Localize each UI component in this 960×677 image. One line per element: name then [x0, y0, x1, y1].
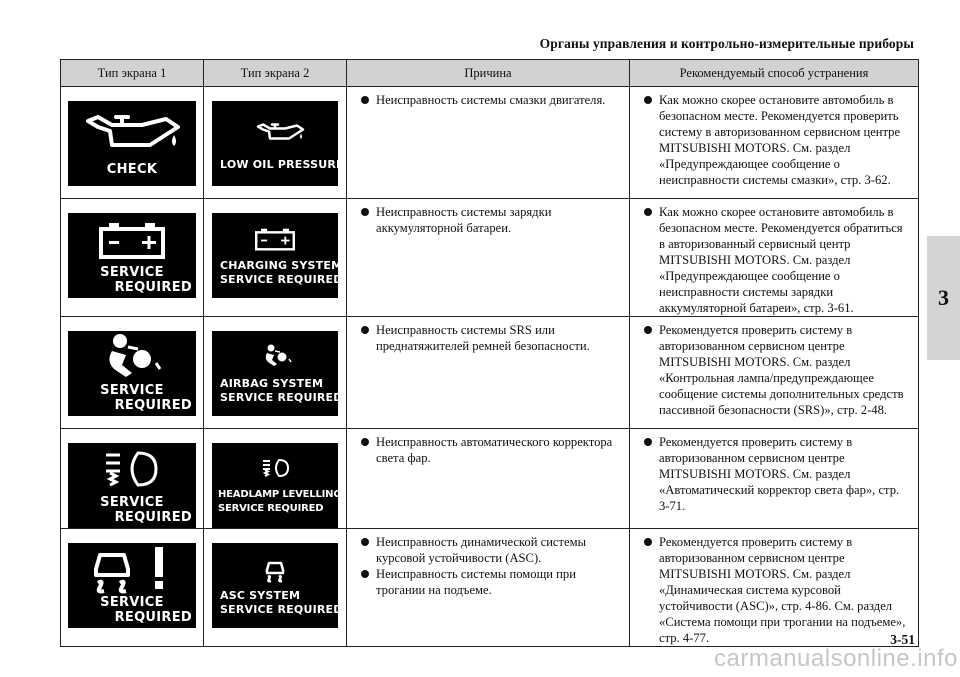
remedy-cell	[630, 429, 919, 529]
screen-label-line-1: SERVICE	[100, 595, 164, 610]
remedy-item: Рекомендуется проверить систему в авторизованном сервисном центре MITSUBISHI MOTORS. См. раздел «Контрольная лампа/предупреждающее сообщение системы дополнительных средств пассивной безопасности (SRS)», стр. 2-48.	[644, 322, 908, 418]
column-header-screen-type-1: Тип экрана 1	[61, 60, 204, 87]
table-row	[61, 317, 919, 429]
chapter-tab: 3	[927, 236, 960, 360]
table-row	[61, 529, 919, 647]
column-header-remedy: Рекомендуемый способ устранения	[630, 60, 919, 87]
screen-type-1-cell	[61, 317, 204, 429]
screen-type-1-cell	[61, 199, 204, 317]
display-screen	[212, 213, 343, 298]
screen-label-line-2: REQUIRED	[114, 280, 192, 295]
screen-label-line-2: SERVICE REQUIRED	[220, 391, 343, 404]
headlamp-leveling-icon	[262, 457, 290, 479]
screen-type-1-cell	[61, 87, 204, 199]
screen-type-2-cell	[204, 529, 347, 647]
watermark: carmanualsonline.info	[714, 645, 958, 672]
screen-type-2-cell	[204, 87, 347, 199]
display-screen	[68, 101, 196, 186]
screen-label-line-1: AIRBAG SYSTEM	[220, 377, 324, 390]
screen-label-line-1: SERVICE	[100, 495, 164, 510]
column-header-cause: Причина	[347, 60, 630, 87]
page-number: 3-51	[890, 632, 915, 647]
remedy-cell	[630, 317, 919, 429]
screen-type-1-cell	[61, 429, 204, 529]
screen-type-1-cell	[61, 529, 204, 647]
screen-label-line-1: LOW OIL PRESSURE	[220, 158, 344, 171]
display-screen	[68, 213, 196, 298]
screen-type-2-cell	[204, 429, 347, 529]
remedy-cell	[630, 87, 919, 199]
skidding-car-icon	[90, 547, 134, 595]
exclamation-icon	[152, 547, 166, 591]
battery-icon	[99, 221, 165, 259]
remedy-cell	[630, 199, 919, 317]
screen-label-line-2: REQUIRED	[114, 510, 192, 525]
display-screen	[212, 543, 343, 628]
cause-cell	[347, 429, 630, 529]
column-header-screen-type-2: Тип экрана 2	[204, 60, 347, 87]
headlamp-leveling-icon	[104, 449, 160, 489]
remedy-cell	[630, 529, 919, 647]
cause-cell	[347, 529, 630, 647]
oil-can-icon	[84, 111, 184, 153]
display-screen	[68, 331, 196, 416]
airbag-icon	[260, 343, 292, 369]
remedy-item: Рекомендуется проверить систему в авторизованном сервисном центре MITSUBISHI MOTORS. См. раздел «Динамическая система курсовой устойчивости (ASC)», стр. 4-86. См. раздел «Система помощи при трогании на подъеме», стр. 4-77.	[644, 534, 908, 646]
cause-cell	[347, 317, 630, 429]
screen-label-line-1: ASC SYSTEM	[220, 589, 301, 602]
table-row	[61, 87, 919, 199]
screen-label-line-1: CHARGING SYSTEM	[220, 259, 343, 272]
screen-label-line-2: SERVICE REQUIRED	[220, 603, 343, 616]
skidding-car-icon	[264, 559, 286, 583]
display-screen	[68, 443, 196, 528]
remedy-item: Как можно скорее остановите автомобиль в безопасном месте. Рекомендуется проверить систему в авторизованном сервисном центре MITSUBISHI MOTORS. См. раздел «Предупреждающее сообщение о неисправности системы смазки», стр. 3-62.	[644, 92, 908, 188]
cause-cell	[347, 199, 630, 317]
battery-icon	[255, 227, 295, 251]
screen-label-line-1: HEADLAMP LEVELLING	[218, 489, 342, 500]
screen-type-2-cell	[204, 199, 347, 317]
screen-label-line-1: SERVICE	[100, 383, 164, 398]
airbag-icon	[98, 333, 162, 381]
cause-cell	[347, 87, 630, 199]
screen-type-2-cell	[204, 317, 347, 429]
cause-item: Неисправность системы зарядки аккумуляторной батареи.	[361, 204, 619, 236]
table-row	[61, 199, 919, 317]
warning-messages-table	[60, 59, 919, 647]
cause-item: Неисправность системы SRS или преднатяжителей ремней безопасности.	[361, 322, 619, 354]
screen-label-line-1: SERVICE	[100, 265, 164, 280]
screen-label-line-2: REQUIRED	[114, 398, 192, 413]
remedy-item: Рекомендуется проверить систему в авторизованном сервисном центре MITSUBISHI MOTORS. См. раздел «Автоматический корректор света фар», стр. 3-71.	[644, 434, 908, 514]
display-screen	[212, 331, 343, 416]
screen-label-line-2: SERVICE REQUIRED	[218, 503, 324, 514]
table-row	[61, 429, 919, 529]
cause-item: Неисправность системы помощи при трогании на подъеме.	[361, 566, 619, 598]
screen-label-line-2: SERVICE REQUIRED	[220, 273, 343, 286]
screen-label-line-1: CHECK	[106, 162, 158, 177]
oil-can-icon	[256, 121, 306, 143]
table-header-row	[61, 60, 919, 87]
display-screen	[68, 543, 196, 628]
cause-item: Неисправность автоматического корректора света фар.	[361, 434, 619, 466]
cause-item: Неисправность динамической системы курсовой устойчивости (ASC).	[361, 534, 619, 566]
cause-item: Неисправность системы смазки двигателя.	[361, 92, 619, 108]
display-screen	[212, 443, 342, 528]
running-header: Органы управления и контрольно-измерительные приборы	[539, 36, 914, 51]
remedy-item: Как можно скорее остановите автомобиль в безопасном месте. Рекомендуется обратиться в авторизованный сервисный центр MITSUBISHI MOTORS. См. раздел «Предупреждающее сообщение о неисправности системы зарядки аккумуляторной батареи», стр. 3-61.	[644, 204, 908, 316]
screen-label-line-2: REQUIRED	[114, 610, 192, 625]
display-screen	[212, 101, 344, 186]
